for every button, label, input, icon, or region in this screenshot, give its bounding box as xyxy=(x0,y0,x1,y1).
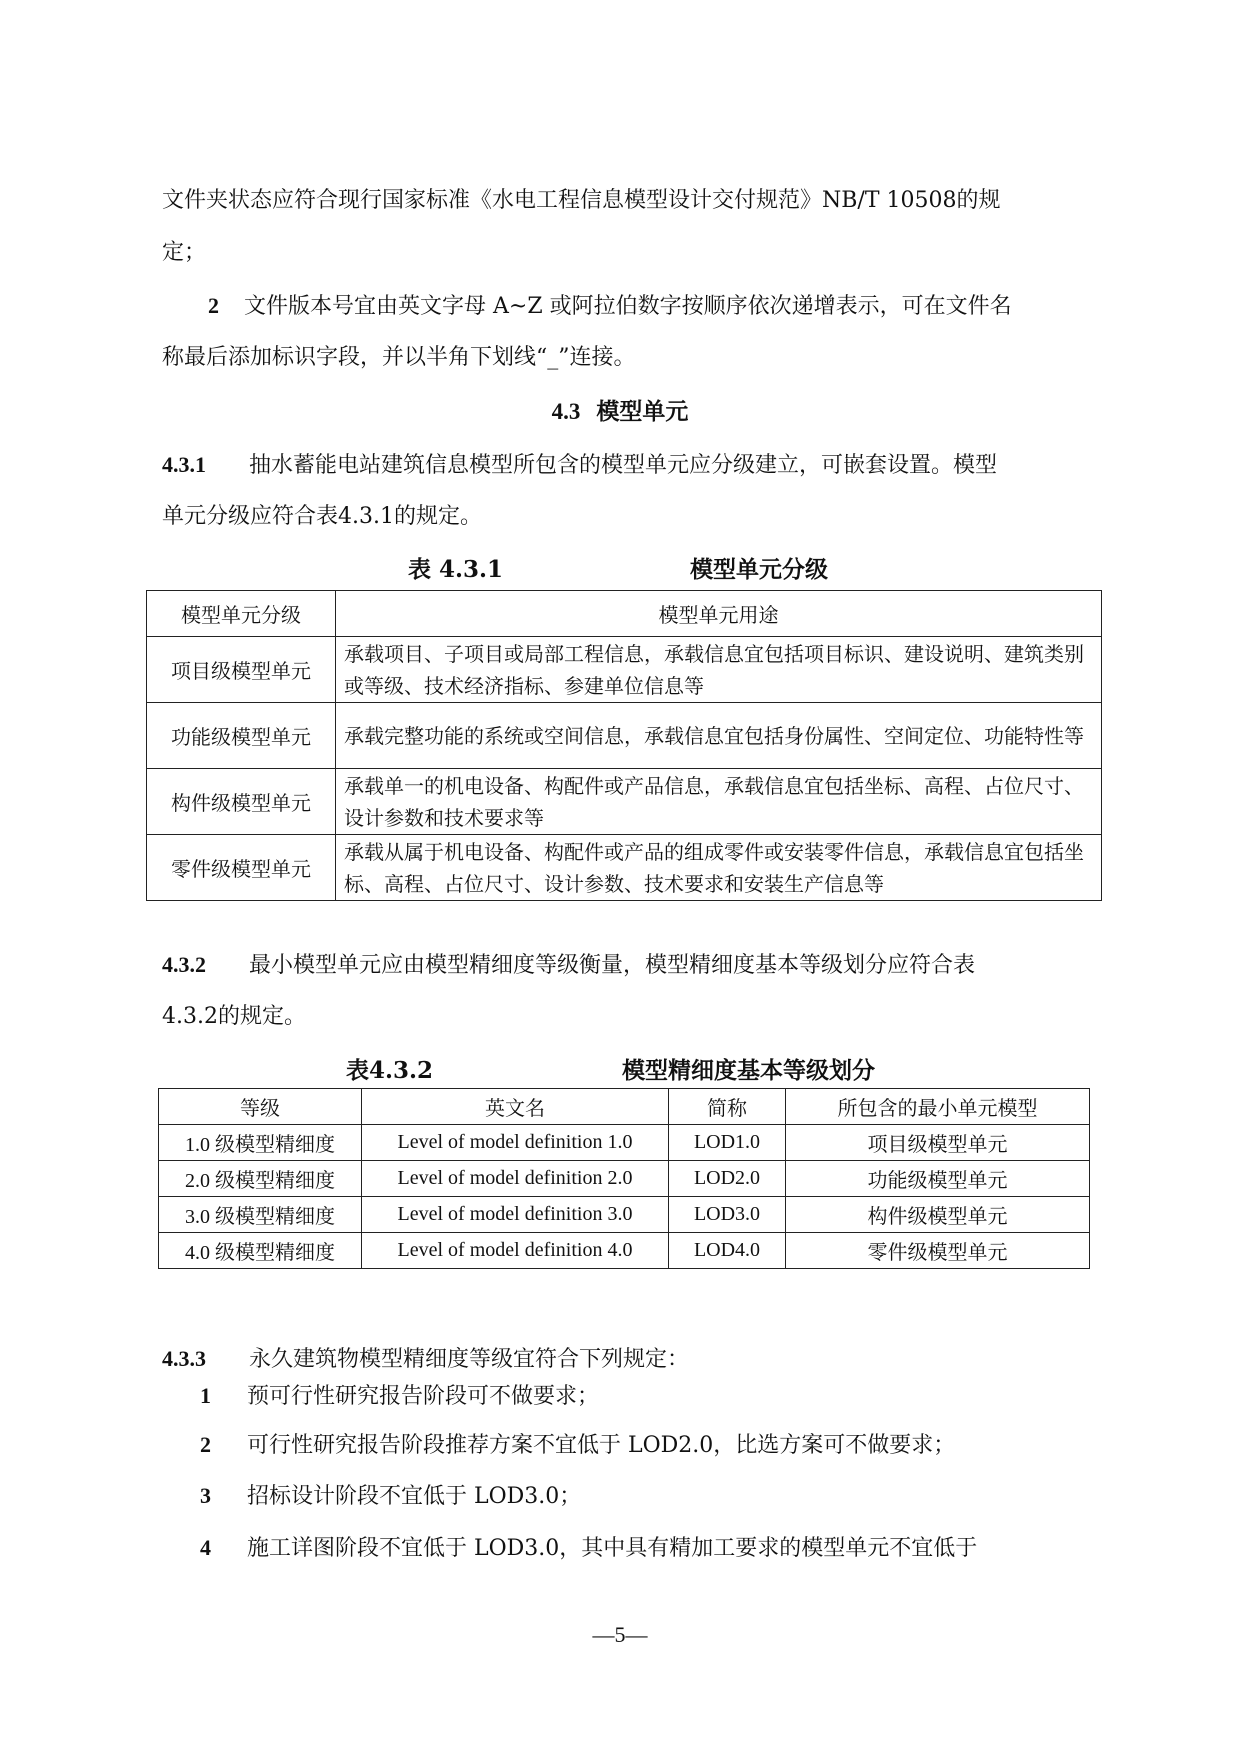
item-text: 施工详图阶段不宜低于 LOD3.0，其中具有精加工要求的模型单元不宜低于 xyxy=(247,1536,978,1561)
table-cell: 零件级模型单元 xyxy=(786,1233,1090,1269)
header-cell: 模型单元分级 xyxy=(147,591,336,637)
table-row xyxy=(159,1161,1090,1197)
text: 单元分级应符合表4.3.1的规定。 xyxy=(162,504,482,529)
section-number: 4.3 xyxy=(551,399,581,424)
table-cell: LOD2.0 xyxy=(669,1161,786,1197)
item-number: 2 xyxy=(208,293,219,318)
table-row xyxy=(159,1125,1090,1161)
header-cell: 所包含的最小单元模型 xyxy=(786,1089,1090,1125)
header-cell: 模型单元用途 xyxy=(336,591,1102,637)
table-cell: 1.0 级模型精细度 xyxy=(159,1125,362,1161)
clause-text: 抽水蓄能电站建筑信息模型所包含的模型单元应分级建立，可嵌套设置。模型 xyxy=(249,453,998,478)
table-cell: 功能级模型单元 xyxy=(147,703,336,769)
table-cell: Level of model definition 1.0 xyxy=(362,1125,669,1161)
table-header-row xyxy=(147,591,1102,637)
model-unit-table xyxy=(146,590,1102,901)
table-cell: Level of model definition 4.0 xyxy=(362,1233,669,1269)
list-item xyxy=(200,1535,1130,1562)
table-title: 模型精细度基本等级划分 xyxy=(622,1057,875,1084)
table-cell: LOD4.0 xyxy=(669,1233,786,1269)
table-cell: 承载单一的机电设备、构配件或产品信息，承载信息宜包括坐标、高程、占位尺寸、设计参数和技术要求等 xyxy=(336,769,1102,835)
table-label: 表4.3.2 xyxy=(346,1057,434,1084)
text: 定； xyxy=(162,240,207,265)
page-number: —5— xyxy=(592,1622,648,1647)
list-item xyxy=(200,1483,1130,1510)
clause xyxy=(162,452,1092,479)
item-number: 1 xyxy=(200,1383,211,1408)
table-cell: Level of model definition 2.0 xyxy=(362,1161,669,1197)
table-title: 模型单元分级 xyxy=(690,556,828,583)
text: 4.3.2的规定。 xyxy=(162,1004,306,1029)
table-row xyxy=(147,703,1102,769)
clause xyxy=(162,1346,1092,1373)
table-cell: 功能级模型单元 xyxy=(786,1161,1090,1197)
paragraph-line xyxy=(162,1004,1092,1030)
clause-text: 永久建筑物模型精细度等级宜符合下列规定： xyxy=(249,1347,690,1372)
table-header-row xyxy=(159,1089,1090,1125)
item-number: 2 xyxy=(200,1432,211,1457)
table-cell: 构件级模型单元 xyxy=(147,769,336,835)
clause-text: 最小模型单元应由模型精细度等级衡量，模型精细度基本等级划分应符合表 xyxy=(249,953,976,978)
table-cell: 4.0 级模型精细度 xyxy=(159,1233,362,1269)
table-cell: LOD1.0 xyxy=(669,1125,786,1161)
paragraph-line xyxy=(162,240,1092,266)
section-heading xyxy=(0,398,1240,426)
table-cell: LOD3.0 xyxy=(669,1197,786,1233)
table-label: 表 4.3.1 xyxy=(408,556,504,583)
paragraph-line xyxy=(162,188,1092,214)
table-cell: 零件级模型单元 xyxy=(147,835,336,901)
table-cell: 承载从属于机电设备、构配件或产品的组成零件或安装零件信息，承载信息宜包括坐标、高程、占位尺寸、设计参数、技术要求和安装生产信息等 xyxy=(336,835,1102,901)
item-number: 3 xyxy=(200,1483,211,1508)
list-item xyxy=(200,1432,1130,1459)
item-text: 可行性研究报告阶段推荐方案不宜低于 LOD2.0，比选方案可不做要求； xyxy=(247,1433,956,1458)
table-cell: 项目级模型单元 xyxy=(786,1125,1090,1161)
paragraph-line xyxy=(162,345,1092,371)
clause-number: 4.3.1 xyxy=(162,452,206,477)
table-row xyxy=(147,637,1102,703)
table-cell: 3.0 级模型精细度 xyxy=(159,1197,362,1233)
table-row xyxy=(147,769,1102,835)
table-row xyxy=(147,835,1102,901)
text: 称最后添加标识字段，并以半角下划线“_”连接。 xyxy=(162,345,636,370)
table-cell: 2.0 级模型精细度 xyxy=(159,1161,362,1197)
item-text: 文件版本号宜由英文字母 A~Z 或阿拉伯数字按顺序依次递增表示，可在文件名 xyxy=(244,294,1012,319)
section-title: 模型单元 xyxy=(596,398,689,425)
item-text: 招标设计阶段不宜低于 LOD3.0； xyxy=(247,1484,582,1509)
item-number: 4 xyxy=(200,1535,211,1560)
table-cell: 项目级模型单元 xyxy=(147,637,336,703)
clause-number: 4.3.2 xyxy=(162,952,206,977)
header-cell: 等级 xyxy=(159,1089,362,1125)
table-cell: 承载完整功能的系统或空间信息，承载信息宜包括身份属性、空间定位、功能特性等 xyxy=(336,703,1102,769)
clause xyxy=(162,952,1092,979)
item-text: 预可行性研究报告阶段可不做要求； xyxy=(247,1384,600,1409)
lod-table xyxy=(158,1088,1090,1269)
table-row xyxy=(159,1197,1090,1233)
table-row xyxy=(159,1233,1090,1269)
clause-number: 4.3.3 xyxy=(162,1346,206,1371)
header-cell: 简称 xyxy=(669,1089,786,1125)
header-cell: 英文名 xyxy=(362,1089,669,1125)
text: 文件夹状态应符合现行国家标准《水电工程信息模型设计交付规范》NB/T 10508的规 xyxy=(162,188,1001,213)
table-cell: 承载项目、子项目或局部工程信息，承载信息宜包括项目标识、建设说明、建筑类别或等级、技术经济指标、参建单位信息等 xyxy=(336,637,1102,703)
table-cell: Level of model definition 3.0 xyxy=(362,1197,669,1233)
list-item xyxy=(200,1383,1130,1410)
list-item xyxy=(208,293,1138,320)
paragraph-line xyxy=(162,504,1092,530)
table-cell: 构件级模型单元 xyxy=(786,1197,1090,1233)
